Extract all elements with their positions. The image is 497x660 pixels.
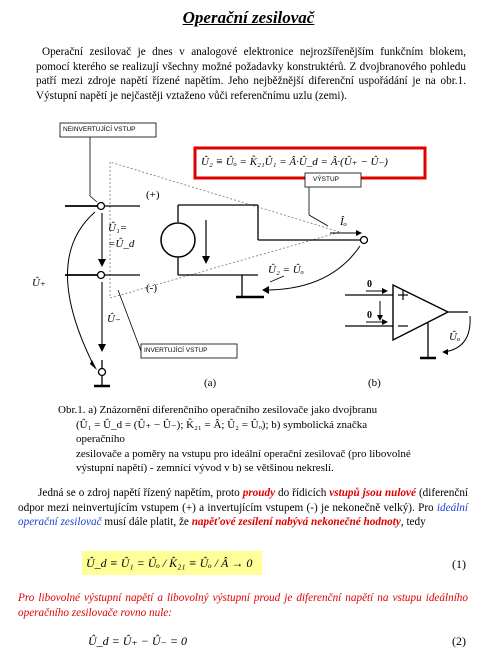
equation-1-number: (1): [452, 557, 466, 571]
para2-text-3: (diferenční odpor mezi neinvertujícím vstupem (+) a invertujícím vstupem (-) je nekonečně velký). Pro: [18, 487, 469, 514]
para2-blue-1: ideální operační zesilovač: [18, 501, 468, 529]
intro-paragraph: Operační zesilovač je dnes v analogové elektronice nejrozšířenějším funkčním blokem, pomocí kterého se realizují všechny možné požadavky konstruktérů. Z dvojbranového pohledu patří mezi zdroje napětí řízené napětím. Jeho nejběžnější diferenční uspořádání je na obr.1. Výstupní napětí je nejčastěji vztaženo vůči referenčnímu uzlu (zemi).: [36, 46, 466, 102]
uplus-label: Û₊: [32, 277, 46, 289]
ud-label: =Û_d: [108, 238, 135, 250]
uo-label: Ûₒ: [449, 331, 461, 343]
minus-terminal: [98, 272, 105, 279]
para2-text-2: do řídicích: [275, 487, 330, 499]
figure-caption: [58, 403, 418, 476]
para2-text-1: Jedná se o zdroj napětí řízený napětím, proto: [38, 487, 243, 499]
para2-red-2: vstupů jsou nulové: [329, 487, 416, 499]
out-label: VÝSTUP: [313, 176, 340, 183]
caption-line2: (Û₁ = Û_d = (Û₊ − Û₋); K̂₂₁ = Â; Û₂ = Ûₒ); b) symbolická značka operačního: [76, 418, 368, 446]
caption-line4: výstupní napětí) - zemnící vývod v b) se většinou nekreslí.: [76, 462, 334, 475]
plus-terminal: [98, 203, 105, 210]
caption-line3: zesilovače a poměry na vstupu pro ideální operační zesilovač (pro libovolné: [76, 447, 411, 460]
voltage-source: [161, 223, 195, 257]
box-equation: Û₂ ≡ Ûₒ = K̂₂₁Û₁ = Â·Û_d = Â·(Û₊ − Û₋): [201, 156, 388, 168]
equation-1: Û_d ≡ Û₁ = Ûₒ / K̂₂₁ ≡ Ûₒ / Â → 0: [82, 551, 262, 575]
reference-terminal: [99, 369, 106, 376]
equation-2-number: (2): [452, 634, 466, 648]
minus-sign: (-): [146, 282, 157, 294]
inv-label: INVERTUJÍCÍ VSTUP: [144, 347, 208, 354]
page-title: Operační zesilovač: [182, 8, 315, 27]
plus-sign: (+): [146, 189, 160, 201]
para2-red-3: napěťové zesílení nabývá nekonečné hodnoty: [191, 516, 401, 529]
para2-red-1: proudy: [242, 487, 276, 499]
conclusion-paragraph: Pro libovolné výstupní napětí a libovolný výstupní proud je diferenční napětí na vstupu ideálního operačního zesilovače rovno nule:: [18, 592, 468, 619]
zero-label-1: 0: [367, 279, 372, 290]
equation-2: Û_d = Û₊ − Û₋ = 0: [88, 634, 187, 648]
zero-label-2: 0: [367, 310, 372, 321]
para2-text-4: musí dále platit, že: [101, 516, 192, 529]
ideal-opamp-paragraph: [18, 486, 468, 530]
u2-label: Û₂ = Ûₒ: [268, 264, 304, 276]
subfigure-b: (b): [368, 377, 381, 389]
subfigure-a: (a): [204, 377, 217, 389]
uminus-label: Û₋: [107, 313, 121, 325]
u1-label: Û₁=: [108, 222, 128, 234]
opamp-symbol: [393, 285, 448, 340]
noninv-label: NEINVERTUJÍCÍ VSTUP: [63, 126, 136, 133]
io-label: Îₒ: [340, 216, 347, 228]
para2-text-5: , tedy: [400, 516, 426, 529]
output-terminal: [361, 237, 368, 244]
caption-lead: Obr.1. a) Znázornění diferenčního operačního zesilovače jako dvojbranu: [58, 404, 378, 416]
